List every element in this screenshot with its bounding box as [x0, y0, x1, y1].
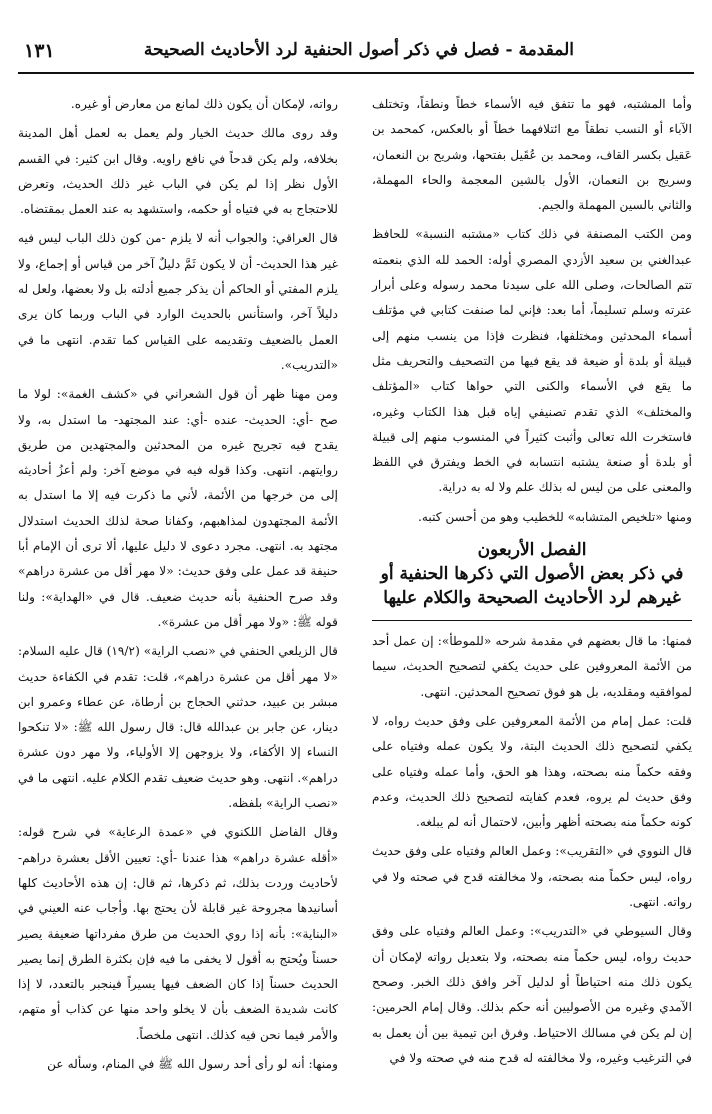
paragraph: وقال السيوطي في «التدريب»: وعمل العالم وفتياه على وفق حديث رواه، ليس حكماً منه بصحته، ولا بتعديل رواته لإمكان أن يكون ذلك منه احتياطاً أو لدليل آخر وافق ذلك الخبر. وصحح الآمدي وغيره من الأصوليين أنه حكم بذلك. وقال إمام الحرمين: إن لم يكن في مسالك الاحتياط. وفرق ابن تيمية بين أن يعمل به في الترغيب وغيره، ولا مخالفته له قدح منه في صحته ولا في: [372, 924, 692, 1065]
paragraph: ومنها «تلخيص المتشابه» للخطيب وهو من أحسن كتبه.: [418, 509, 692, 524]
paragraph: وقال الفاضل اللكنوي في «عمدة الرعاية» في شرح قوله: «أقله عشرة دراهم» هذا عندنا -أي: تعيين الأقل بعشرة دراهم- لأحاديث وردت بذلك، ثم ذكرها، ثم قال: إن هذه الأحاديث كلها أسانيدها مجروحة غير قابلة لأن يحتج بها. وأجاب عنه العيني في «البناية»: بأنه إذا روي الحديث من طرق مفرداتها ضعيفة يصير حسناً ويُحتج به أقول لا يخفى ما فيه فإن بكثرة الطرق إنما يصير الحديث حسناً إذا كان الضعف فيها يسيراً فينجبر بالتعدد، لا إذا كانت شديدة الضعف بأن لا يخلو واحد منها عن كذاب أو متهم، والأمر فيما نحن فيه كذلك. انتهى ملخصاً.: [18, 825, 338, 1042]
paragraph: وأما المشتبه، فهو ما تتفق فيه الأسماء خطاً ونطقاً، وتختلف الآباء أو النسب نطقاً مع ائتلافهما خطاً أو بالعكس، كمحمد بن عَقيل بكسر القاف، ومحمد بن عُقَيل بفتحها، وشريح بن النعمان، وسريج بن النعمان، الأول بالشين المعجمة والحاء المهملة، والثاني بالسين المهملة والجيم.: [372, 97, 692, 213]
paragraph: فمنها: ما قال بعضهم في مقدمة شرحه «للموطأ»: إن عمل أحد من الأئمة المعروفين على حديث يكفي لتصحيح الحديث، سيما لموافقيه ومقلديه، بل هو فوق تصحيح المحدثين. انتهى.: [372, 634, 692, 699]
paragraph: قال العراقي: والجواب أنه لا يلزم -من كون ذلك الباب ليس فيه غير هذا الحديث- أن لا يكون ثَمَّ دليلٌ آخر من قياس أو إجماع، ولا يلزم المفتي أو الحاكم أن يذكر جميع أدلته بل ولا بعضها، ولعل له دليلاً آخر، واستأنس بالحديث الوارد في الباب وربما كان يرى العمل بالضعيف وتقديمه على القياس كما تقدم. انتهى ما في «التدريب».: [18, 231, 338, 372]
paragraph: قلت: عمل إمام من الأئمة المعروفين على وفق حديث رواه، لا يكفي لتصحيح ذلك الحديث البتة، ولا يكون عمله وفتياه على وفقه حكماً منه بصحته، وهذا هو الحق، وأما عمله وفتياه على وفق حديث لم يروه، فعدم كفايته لتصحيح ذلك الحديث، وعدم كونه حكماً منه بصحته أظهر وأبين، لاحتمال أنه لم يبلغه.: [372, 713, 692, 830]
page-number: ١٣١: [24, 40, 55, 62]
paragraph: وقد روى مالك حديث الخيار ولم يعمل به لعمل أهل المدينة بخلافه، ولم يكن قدحاً في نافع راويه. وقال ابن كثير: في القسم الأول نظر إذا لم يكن في الباب غير ذلك الحديث، وتعرض للاحتجاج به في فتياه أو حكمه، واستشهد به عند العمل بمقتضاه.: [18, 126, 338, 217]
paragraph: قال النووي في «التقريب»: وعمل العالم وفتياه على وفق حديث رواه، ليس حكماً منه بصحته، ولا مخالفته قدح في صحته ولا في رواته. انتهى.: [372, 844, 692, 910]
running-header: [18, 36, 694, 74]
paragraph: ومنها: أنه لو رأى أحد رسول الله ﷺ في المنام، وسأله عن: [47, 1056, 338, 1071]
chapter-title: في ذكر بعض الأصول التي ذكرها الحنفية أو غيرهم لرد الأحاديث الصحيحة والكلام عليها: [380, 564, 684, 609]
right-column: [372, 92, 692, 1075]
chapter-number: الفصل الأربعون: [477, 540, 587, 561]
header-title: المقدمة - فصل في ذكر أصول الحنفية لرد الأحاديث الصحيحة: [143, 40, 574, 60]
paragraph: ومن الكتب المصنفة في ذلك كتاب «مشتبه النسبة» للحافظ عبدالغني بن سعيد الأزدي المصري أوله: الحمد لله الذي بنعمته تتم الصالحات، وصلى الله على سيدنا محمد رسوله وعلى أبرار عترته وسلم تسليماً، أما بعد: فإني لما صنفت كتابي في مؤتلف أسماء المحدثين ومختلفها، فنظرت فإذا من ينسب منهم إلى قبيلة أو بلدة أو ضيعة قد يقع فيها من التصحيف والتحريف مثل ما يقع في الأسماء والكنى التي حواها كتاب «المؤتلف والمختلف» الذي تقدم تصنيفي إياه قبل هذا الكتاب وغيره، فاستخرت الله تعالى وأثبت كثيراً في المنسوب منهم إلى قبيلة أو بلدة أو صنعة يشتبه انتسابه في الخط ويفترق في اللفظ والمعنى على من ليس له بذلك علم ولا له به دراية.: [372, 227, 692, 495]
left-column: [18, 92, 338, 1081]
paragraph: قال الزيلعي الحنفي في «نصب الراية» (١٩/٢) قال عليه السلام: «لا مهر أقل من عشرة دراهم»، قلت: تقدم في الكفاءة حديث مبشر بن عبيد، حدثني الحجاج بن أرطاة، عن عطاء وعمرو ابن دينار، عن جابر بن عبدالله قال: قال رسول الله ﷺ: «لا تنكحوا النساء إلا الأكفاء، ولا يزوجهن إلا الأولياء، ولا مهر دون عشرة دراهم». انتهى. وهو حديث ضعيف تقدم الكلام عليه. انتهى ما في «نصب الراية» بلفظه.: [18, 644, 338, 811]
paragraph: رواته، لإمكان أن يكون ذلك لمانع من معارض أو غيره.: [70, 97, 338, 111]
chapter-divider: [372, 620, 692, 621]
chapter-heading: [372, 538, 692, 610]
paragraph: ومن مهنا ظهر أن قول الشعراني في «كشف الغمة»: لولا ما صح -أي: الحديث- عنده -أي: عند المجتهد- ما استدل به، ولا يقدح فيه تجريح غيره من المحدثين والمجتهدين من طريق روايتهم. انتهى. وكذا قوله فيه في موضع آخر: ولم أعزُ أحاديثه إلى من خرجها من الأئمة، لأني ما ذكرت فيه إلا ما استدل به الأئمة المجتهدون لمذاهبهم، وكفانا صحة لذلك الحديث استدلال مجتهد به. انتهى. مجرد دعوى لا دليل عليها، ألا ترى أن الإمام أبا حنيفة قد عمل على وفق حديث: «لا مهر أقل من عشرة دراهم» وقد صرح الحنفية بأنه حديث ضعيف. قال في «الهداية»: ولنا قوله ﷺ: «ولا مهر أقل من عشرة».: [18, 387, 338, 629]
